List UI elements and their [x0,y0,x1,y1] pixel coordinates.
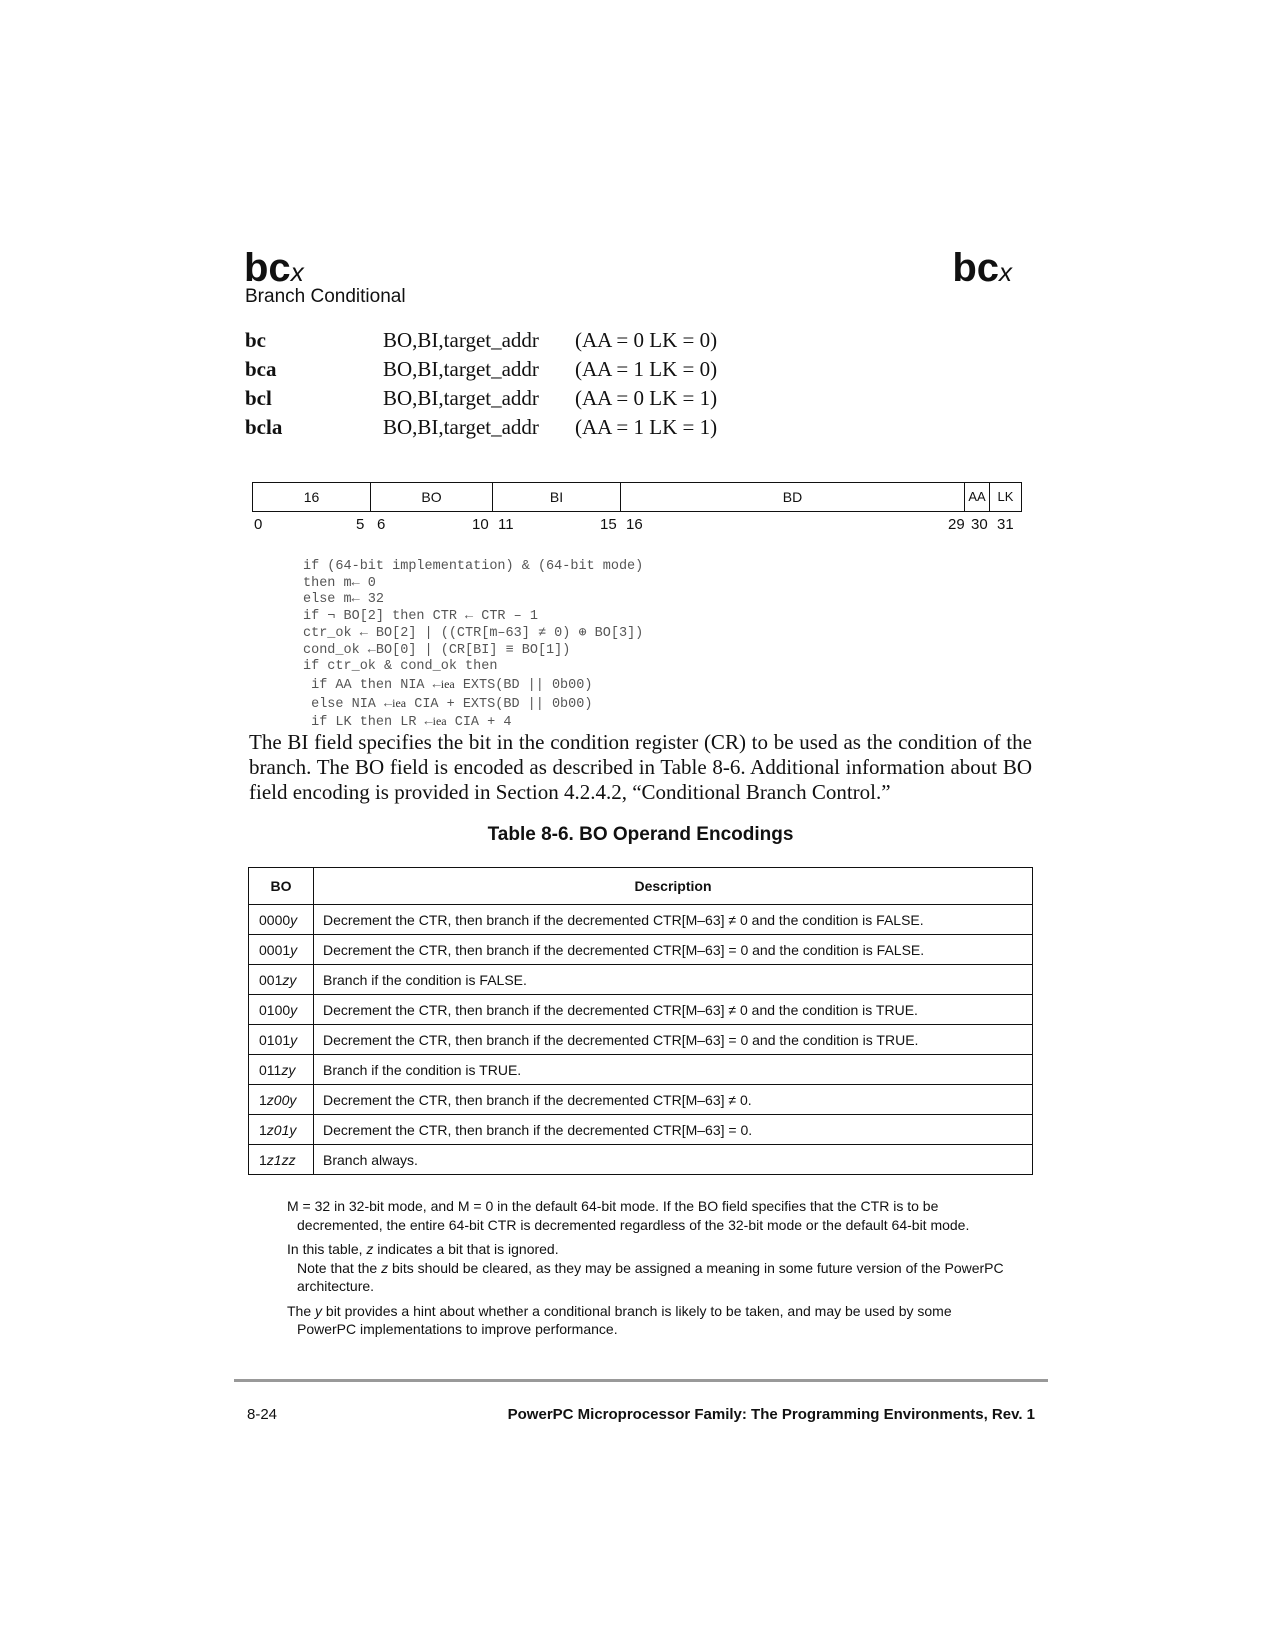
bo-value: 0101y [249,1025,314,1055]
field-lk: LK [997,489,1014,504]
code-line: if (64-bit implementation) & (64-bit mode) [303,559,644,574]
table-row [249,1055,1033,1085]
table-header-row [249,868,1033,905]
table-note: Note that the z bits should be cleared, as they may be assigned a meaning in some future version of the PowerPC architecture. [297,1259,1004,1294]
bo-encodings-table [248,867,1033,1175]
table-row [249,995,1033,1025]
field-bo: BO [371,483,493,511]
code-line: then m← 0 [303,575,376,591]
bo-value: 0001y [249,935,314,965]
bo-value: 1z01y [249,1115,314,1145]
table-caption: Table 8-6. BO Operand Encodings [487,824,794,845]
table-row [249,965,1033,995]
table-row [249,1115,1033,1145]
bit-number: 15 [600,516,617,533]
code-line: if ¬ BO[2] then CTR ← CTR – 1 [303,609,538,625]
bo-description: Decrement the CTR, then branch if the decremented CTR[M–63] = 0 and the condition is FALSE. [314,935,1033,965]
code-line: if LK then LR ←iea CIA + 4 [303,714,512,731]
bo-value: 0100y [249,995,314,1025]
bo-description: Branch if the condition is FALSE. [314,965,1033,995]
pseudocode-block [303,559,643,732]
bo-value: 0000y [249,905,314,935]
bit-number: 31 [997,516,1014,533]
syntax-mnemonic: bcla [245,415,283,439]
field-aa: AA [965,483,990,511]
bit-number: 11 [498,516,514,533]
bo-description: Branch if the condition is TRUE. [314,1055,1033,1085]
table-row [249,1085,1033,1115]
syntax-bits: (AA = 1 LK = 1) [575,415,718,439]
table-row [249,1145,1033,1175]
bo-description: Decrement the CTR, then branch if the decremented CTR[M–63] ≠ 0 and the condition is TRUE. [314,995,1033,1025]
footer-rule [234,1379,1048,1382]
syntax-mnemonic: bca [245,357,277,381]
syntax-bits: (AA = 1 LK = 0) [575,357,718,381]
code-line: if AA then NIA ←iea EXTS(BD || 0b00) [303,676,593,693]
bit-number: 10 [472,516,489,533]
instruction-format-diagram [252,482,1022,512]
syntax-operands: BO,BI,target_addr [383,415,539,439]
bo-description: Decrement the CTR, then branch if the decremented CTR[M–63] ≠ 0 and the condition is FALSE. [314,905,1033,935]
syntax-operands: BO,BI,target_addr [383,386,539,410]
syntax-row [245,415,845,444]
page-number: 8-24 [247,1406,278,1423]
syntax-operands: BO,BI,target_addr [383,328,539,352]
syntax-mnemonic: bc [245,328,266,352]
bit-number: 16 [626,516,643,533]
table-note: The y bit provides a hint about whether a conditional branch is likely to be taken, and may be used by some PowerPC implementations to improve performance. [287,1302,952,1337]
table-row [249,935,1033,965]
table-note: M = 32 in 32-bit mode, and M = 0 in the default 64-bit mode. If the BO field specifies that the CTR is to be decremented, the entire 64-bit CTR is decremented regardless of the 32-bit mode or the default 64-bit mode. [287,1198,970,1233]
instruction-subtitle: Branch Conditional [245,286,406,307]
field-opcode: 16 [253,483,371,511]
syntax-bits: (AA = 0 LK = 1) [575,386,718,410]
bit-number: 30 [971,516,988,533]
bo-description: Decrement the CTR, then branch if the decremented CTR[M–63] ≠ 0. [314,1085,1033,1115]
code-line: else m← 32 [303,592,385,608]
code-line: cond_ok ←BO[0] | (CR[BI] ≡ BO[1]) [303,642,571,658]
bo-value: 1z00y [249,1085,314,1115]
bo-value: 001zy [249,965,314,995]
field-bi: BI [493,483,621,511]
bo-value: 011zy [249,1055,314,1085]
syntax-row [245,328,845,357]
bit-number: 5 [356,516,365,533]
table-note: In this table, z indicates a bit that is ignored. [287,1241,559,1257]
code-line: if ctr_ok & cond_ok then [303,659,498,675]
table-notes [287,1197,1007,1345]
syntax-row [245,386,845,415]
code-line: else NIA ←iea CIA + EXTS(BD || 0b00) [303,695,593,712]
syntax-bits: (AA = 0 LK = 0) [575,328,718,352]
page-title-right: bcx [952,246,1012,290]
table-row [249,1025,1033,1055]
bo-description: Decrement the CTR, then branch if the decremented CTR[M–63] = 0 and the condition is TRUE. [314,1025,1033,1055]
bit-number: 0 [254,516,263,533]
column-header-bo: BO [249,868,314,905]
page-title-left: bcx [244,246,304,290]
syntax-operands: BO,BI,target_addr [383,357,539,381]
field-bd: BD [621,483,965,511]
table-row [249,905,1033,935]
code-line: ctr_ok ← BO[2] | ((CTR[m–63] ≠ 0) ⊕ BO[3]) [303,625,644,641]
bit-number: 6 [377,516,386,533]
bo-description: Decrement the CTR, then branch if the decremented CTR[M–63] = 0. [314,1115,1033,1145]
book-title: PowerPC Microprocessor Family: The Programming Environments, Rev. 1 [507,1406,1035,1423]
syntax-block [245,328,845,444]
description-paragraph: The BI field specifies the bit in the condition register (CR) to be used as the condition of the branch. The BO field is encoded as described in Table 8-6. Additional information about BO field encoding is provided in Section 4.2.4.2, “Conditional Branch Control.” [249,730,1032,804]
bo-description: Branch always. [314,1145,1033,1175]
bo-value: 1z1zz [249,1145,314,1175]
syntax-mnemonic: bcl [245,386,272,410]
bit-number: 29 [948,516,965,533]
column-header-description: Description [314,868,1033,905]
syntax-row [245,357,845,386]
